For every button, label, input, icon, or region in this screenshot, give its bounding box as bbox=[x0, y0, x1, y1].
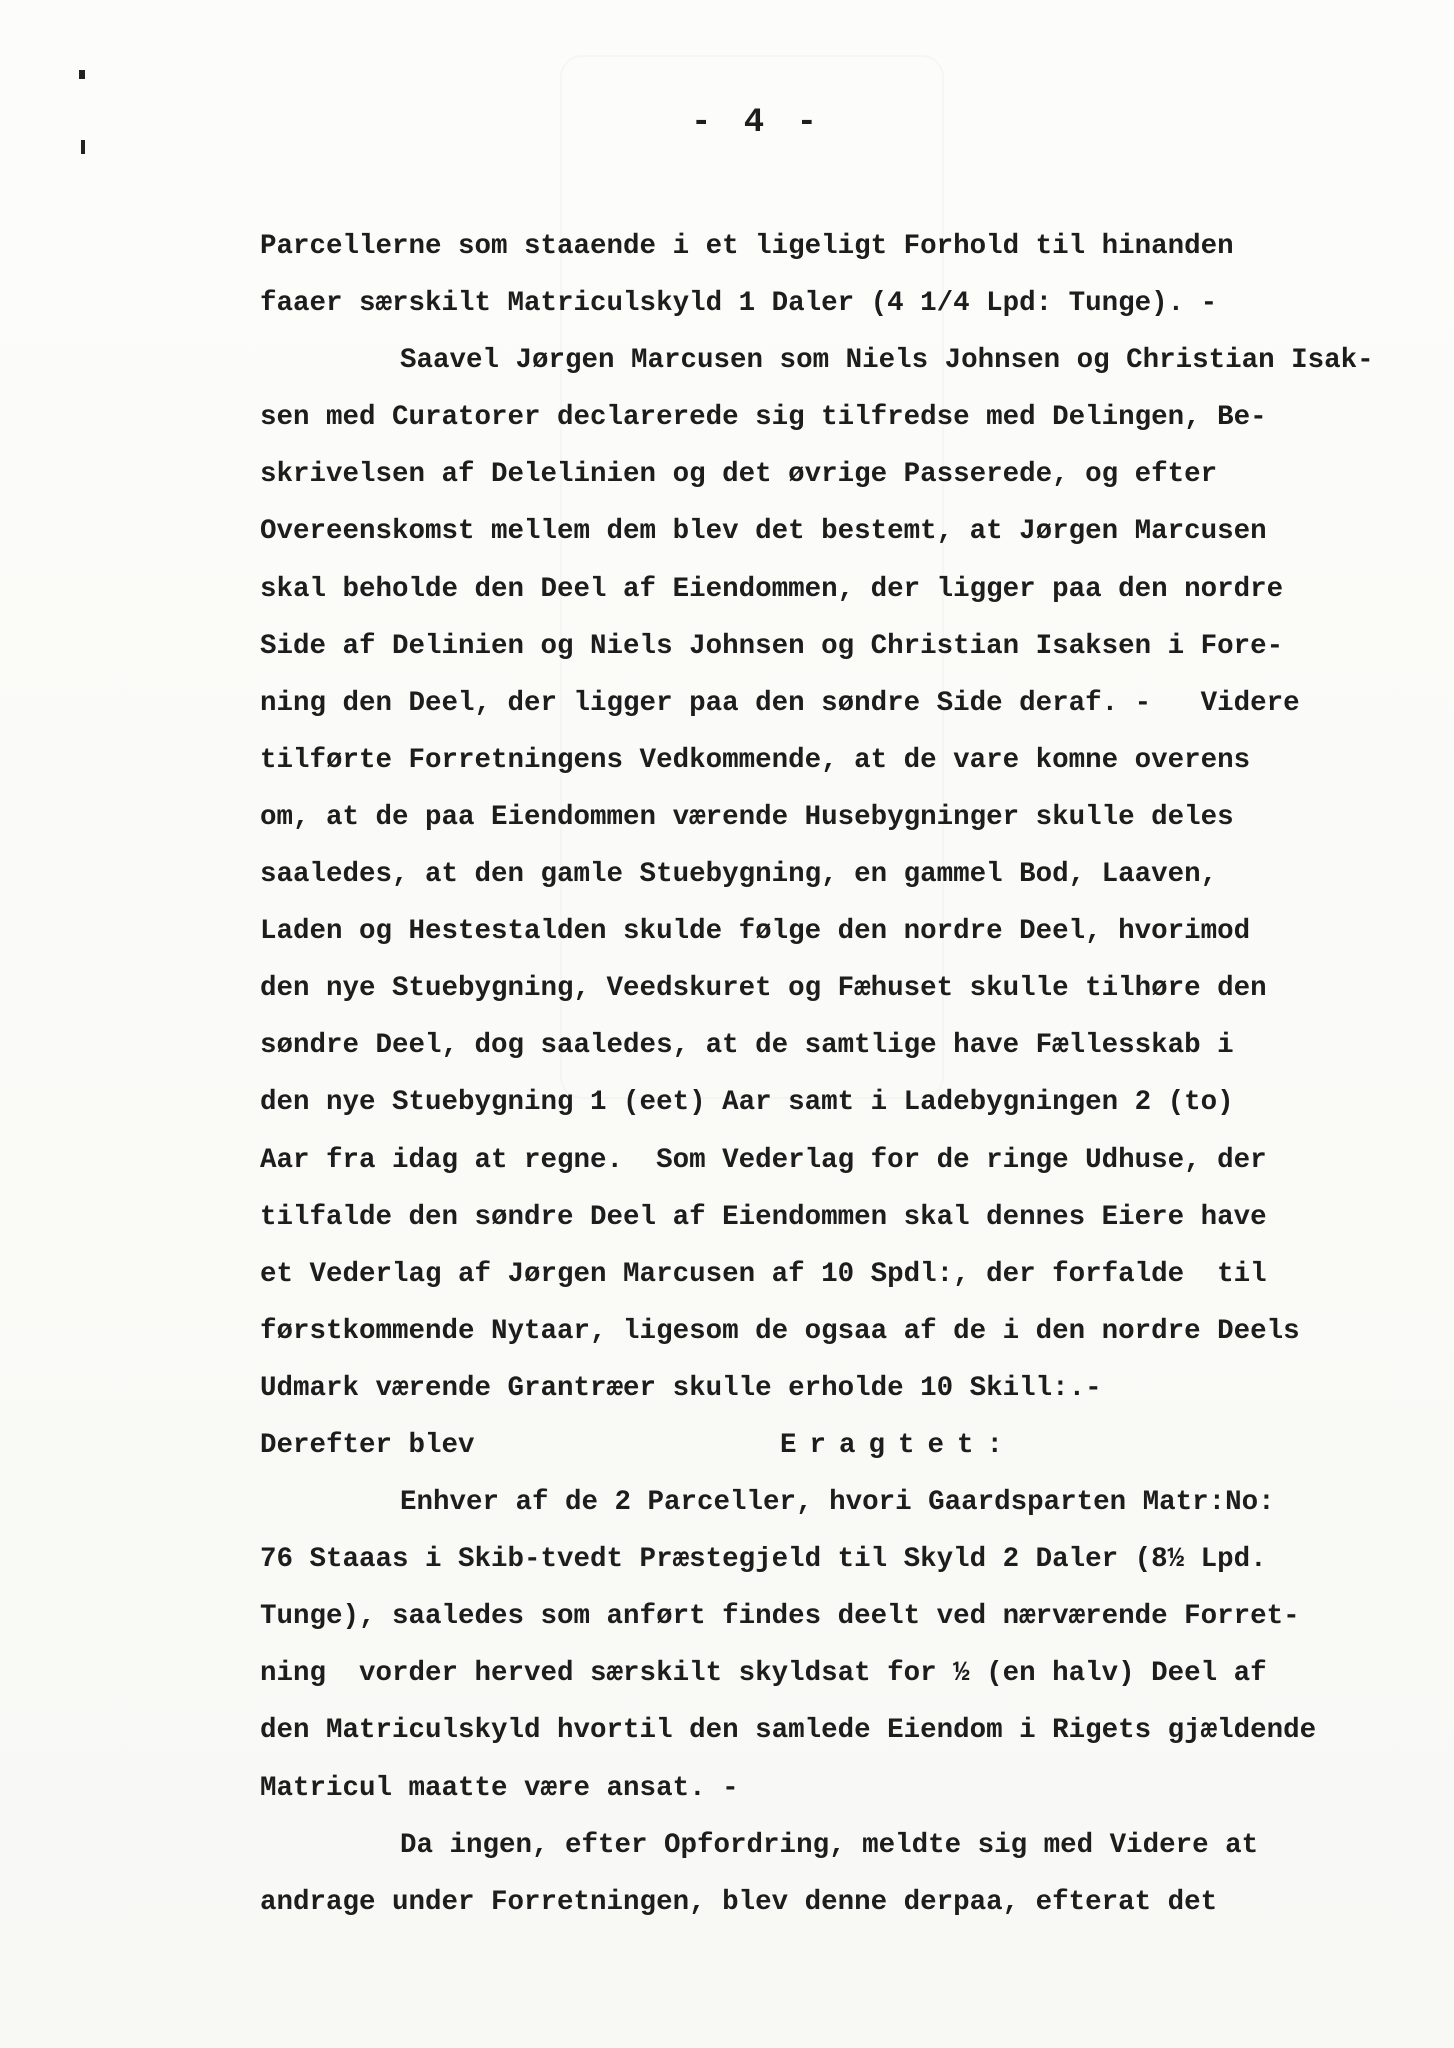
text-line: skrivelsen af Delelinien og det øvrige Passerede, og efter bbox=[260, 459, 1218, 491]
margin-mark bbox=[79, 70, 85, 79]
text-line: Tunge), saaledes som anført findes deelt ved nærværende Forret- bbox=[260, 1601, 1300, 1633]
text-line: Matricul maatte være ansat. - bbox=[260, 1772, 739, 1804]
text-line: Laden og Hestestalden skulde følge den nordre Deel, hvorimod bbox=[260, 916, 1251, 948]
text-line: skal beholde den Deel af Eiendommen, der ligger paa den nordre bbox=[260, 573, 1284, 605]
text-line: ning vorder herved særskilt skyldsat for ½ (en halv) Deel af bbox=[260, 1658, 1267, 1690]
text-line: tilfalde den søndre Deel af Eiendommen skal dennes Eiere have bbox=[260, 1201, 1267, 1233]
eragtet-heading: Eragtet: bbox=[780, 1429, 1017, 1461]
text-line: Overeenskomst mellem dem blev det bestemt, at Jørgen Marcusen bbox=[260, 516, 1267, 548]
text-line: et Vederlag af Jørgen Marcusen af 10 Spdl:, der forfalde til bbox=[260, 1258, 1267, 1290]
body-text bbox=[260, 218, 1400, 1931]
text-line: Parcellerne som staaende i et ligeligt Forhold til hinanden bbox=[260, 231, 1234, 262]
text-line: Udmark værende Grantræer skulle erholde 10 Skill:.- bbox=[260, 1372, 1102, 1404]
text-line: faaer særskilt Matriculskyld 1 Daler (4 1/4 Lpd: Tunge). - bbox=[260, 288, 1218, 320]
text-line: saaledes, at den gamle Stuebygning, en gammel Bod, Laaven, bbox=[260, 859, 1218, 891]
text-line: andrage under Forretningen, blev denne derpaa, efterat det bbox=[260, 1886, 1218, 1918]
text-line: tilførte Forretningens Vedkommende, at de vare komne overens bbox=[260, 744, 1251, 776]
page-number: - 4 - bbox=[690, 104, 824, 142]
eragtet-line bbox=[260, 1417, 1400, 1474]
text-line: Saavel Jørgen Marcusen som Niels Johnsen og Christian Isak- bbox=[400, 345, 1374, 377]
text-line: 76 Staaas i Skib-tvedt Præstegjeld til Skyld 2 Daler (8½ Lpd. bbox=[260, 1544, 1267, 1576]
margin-mark bbox=[81, 140, 85, 154]
text-line: den nye Stuebygning 1 (eet) Aar samt i Ladebygningen 2 (to) bbox=[260, 1087, 1234, 1119]
text-line: den Matriculskyld hvortil den samlede Eiendom i Rigets gjældende bbox=[260, 1715, 1317, 1747]
text-line: Da ingen, efter Opfordring, meldte sig med Videre at bbox=[400, 1829, 1259, 1861]
text-line: Side af Delinien og Niels Johnsen og Christian Isaksen i Fore- bbox=[260, 630, 1284, 662]
text-line: førstkommende Nytaar, ligesom de ogsaa af de i den nordre Deels bbox=[260, 1315, 1300, 1347]
text-line: ning den Deel, der ligger paa den søndre Side deraf. - Videre bbox=[260, 687, 1300, 719]
text-line: søndre Deel, dog saaledes, at de samtlige have Fællesskab i bbox=[260, 1030, 1234, 1062]
text-line: den nye Stuebygning, Veedskuret og Fæhuset skulle tilhøre den bbox=[260, 973, 1267, 1005]
text-line: sen med Curatorer declarerede sig tilfredse med Delingen, Be- bbox=[260, 402, 1267, 434]
derefter-text: Derefter blev bbox=[260, 1429, 475, 1461]
text-line: Enhver af de 2 Parceller, hvori Gaardsparten Matr:No: bbox=[400, 1487, 1275, 1519]
text-line: om, at de paa Eiendommen værende Husebygninger skulle deles bbox=[260, 801, 1234, 833]
text-line: Aar fra idag at regne. Som Vederlag for de ringe Udhuse, der bbox=[260, 1144, 1267, 1176]
